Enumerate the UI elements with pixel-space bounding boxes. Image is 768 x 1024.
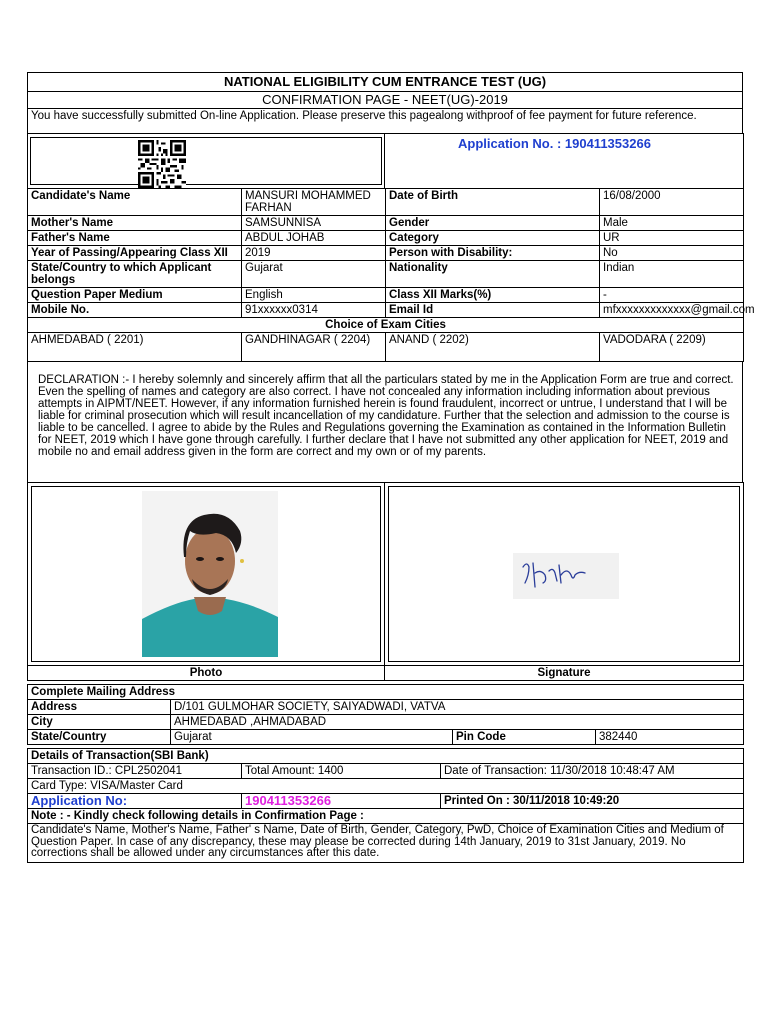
candidate-row	[28, 261, 744, 288]
field-value: Indian	[600, 261, 744, 288]
field-value: SAMSUNNISA	[242, 216, 386, 231]
field-value: English	[242, 288, 386, 303]
mailing-address-heading: Complete Mailing Address	[28, 685, 744, 700]
submission-notice: You have successfully submitted On-line Application. Please preserve this pagealong withproof of fee payment for future reference.	[28, 109, 743, 134]
page-subtitle: CONFIRMATION PAGE - NEET(UG)-2019	[28, 92, 743, 109]
field-label: Class XII Marks(%)	[386, 288, 600, 303]
field-value: 16/08/2000	[600, 189, 744, 216]
state-label: State/Country	[28, 730, 171, 745]
signature-frame	[388, 486, 740, 662]
transaction-id: Transaction ID.: CPL2502041	[28, 764, 242, 779]
note-heading: Note : - Kindly check following details in Confirmation Page :	[28, 809, 744, 824]
signature-cell	[385, 483, 744, 666]
exam-city-4: VADODARA ( 2209)	[600, 333, 744, 362]
photo-label: Photo	[28, 666, 385, 681]
field-label: Question Paper Medium	[28, 288, 242, 303]
field-label: State/Country to which Applicant belongs	[28, 261, 242, 288]
candidate-row	[28, 246, 744, 261]
city-value: AHMEDABAD ,AHMADABAD	[171, 715, 744, 730]
field-label: Category	[386, 231, 600, 246]
field-label: Date of Birth	[386, 189, 600, 216]
note-text: Candidate's Name, Mother's Name, Father' s Name, Date of Birth, Gender, Category, PwD, Choice of Examination Cities and Medium of Question Paper. In case of any discrepancy, these may please be corrected during 14th January, 2019 to 31st January, 2019. No corrections shall be allowed under any circumstances after this date.	[28, 824, 744, 863]
city-label: City	[28, 715, 171, 730]
pin-code-value: 382440	[596, 730, 744, 745]
signature-label: Signature	[385, 666, 744, 681]
declaration-text: DECLARATION :- I hereby solemnly and sincerely affirm that all the particulars stated by me in the Application Form are true and correct. Even the spelling of names and category are also correct. I have not concealed any information including information about previous attempts in AIPMT/NEET. However, if any information furnished herein is found fraudulent, incorrect or untrue, I understand that I will be liable for criminal prosecution which will result incancellation of my candidature. Further that the selection and admission to the course is liable to be cancelled. I agree to abide by the Rules and Regulations governing the Examination as contained in the Information Bulletin for NEET, 2019 which I have gone through carefully. I further declare that I have not submitted any other application for NEET, 2019 and mobile no and email address given in the form are correct and my own or of my parents.	[28, 362, 743, 483]
exam-city-3: ANAND ( 2202)	[386, 333, 600, 362]
qr-application-table	[27, 133, 744, 189]
field-label: Candidate's Name	[28, 189, 242, 216]
declaration-table	[27, 361, 743, 483]
photo-frame	[31, 486, 381, 662]
field-value: mfxxxxxxxxxxxxx@gmail.com	[600, 303, 744, 318]
candidate-row	[28, 303, 744, 318]
field-label: Mother's Name	[28, 216, 242, 231]
field-value: ABDUL JOHAB	[242, 231, 386, 246]
address-value: D/101 GULMOHAR SOCIETY, SAIYADWADI, VATVA	[171, 700, 744, 715]
field-value: No	[600, 246, 744, 261]
exam-city-2: GANDHINAGAR ( 2204)	[242, 333, 386, 362]
header-table	[27, 72, 743, 134]
mailing-address-table	[27, 684, 744, 745]
field-value: Gujarat	[242, 261, 386, 288]
transaction-heading: Details of Transaction(SBI Bank)	[28, 749, 744, 764]
transaction-date: Date of Transaction: 11/30/2018 10:48:47 AM	[441, 764, 744, 779]
exam-cities-table	[27, 317, 744, 362]
field-label: Gender	[386, 216, 600, 231]
candidate-row	[28, 288, 744, 303]
candidate-row	[28, 231, 744, 246]
field-value: 91xxxxxx0314	[242, 303, 386, 318]
qr-code-icon	[138, 140, 186, 188]
qr-cell	[28, 134, 385, 189]
photo-cell	[28, 483, 385, 666]
field-label: Year of Passing/Appearing Class XII	[28, 246, 242, 261]
candidate-row	[28, 216, 744, 231]
candidate-row	[28, 189, 744, 216]
field-value: UR	[600, 231, 744, 246]
field-label: Father's Name	[28, 231, 242, 246]
field-label: Email Id	[386, 303, 600, 318]
exam-city-1: AHMEDABAD ( 2201)	[28, 333, 242, 362]
page-title: NATIONAL ELIGIBILITY CUM ENTRANCE TEST (UG)	[28, 73, 743, 92]
pin-code-label: Pin Code	[453, 730, 596, 745]
field-value: -	[600, 288, 744, 303]
field-label: Nationality	[386, 261, 600, 288]
application-number-header: Application No. : 190411353266	[385, 134, 744, 189]
field-label: Mobile No.	[28, 303, 242, 318]
transaction-table	[27, 748, 744, 863]
transaction-amount: Total Amount: 1400	[242, 764, 441, 779]
card-type: Card Type: VISA/Master Card	[28, 779, 744, 794]
state-value: Gujarat	[171, 730, 453, 745]
qr-box	[30, 137, 382, 185]
application-no-value: 190411353266	[242, 794, 441, 809]
address-label: Address	[28, 700, 171, 715]
application-no-label: Application No:	[28, 794, 242, 809]
photo-signature-table	[27, 482, 744, 681]
candidate-signature	[513, 553, 619, 599]
printed-on: Printed On : 30/11/2018 10:49:20	[441, 794, 744, 809]
candidate-photo	[142, 491, 278, 657]
exam-cities-heading: Choice of Exam Cities	[28, 318, 744, 333]
confirmation-page	[27, 72, 755, 863]
candidate-details-table	[27, 188, 755, 318]
field-label: Person with Disability:	[386, 246, 600, 261]
field-value: Male	[600, 216, 744, 231]
field-value: 2019	[242, 246, 386, 261]
field-value: MANSURI MOHAMMED FARHAN	[242, 189, 386, 216]
